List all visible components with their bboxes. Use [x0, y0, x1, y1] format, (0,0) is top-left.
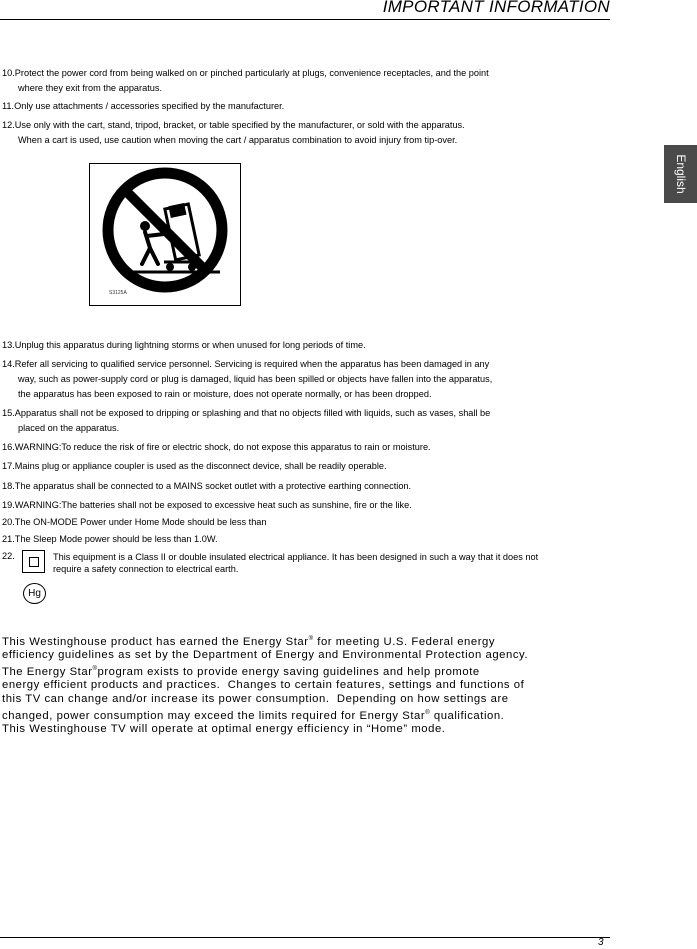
page-header-title: IMPORTANT INFORMATION [382, 0, 610, 16]
item-number: 15. [2, 408, 15, 418]
image-code: S3125A [109, 290, 127, 296]
instruction-21 [2, 532, 218, 547]
item-number: 11. [2, 101, 15, 111]
item-text: The apparatus shall be connected to a MAINS socket outlet with a protective earthing connection. [14, 481, 412, 491]
energy-star-statement [2, 633, 528, 736]
item-number: 12. [2, 120, 15, 130]
item-text-cont: way, such as power-supply cord or plug is damaged, liquid has been spilled or objects have fallen into the apparatus, [18, 374, 493, 384]
energy-text: this TV can change and/or increase its power consumption. Depending on how settings are [2, 692, 509, 705]
cart-tipover-warning-image [89, 163, 241, 306]
item-number: 21. [2, 534, 15, 544]
instruction-12 [2, 118, 465, 148]
registered-mark: ® [308, 636, 314, 642]
energy-text: This Westinghouse TV will operate at optimal energy efficiency in “Home” mode. [2, 722, 446, 735]
header-divider [0, 19, 610, 20]
item-text: Refer all servicing to qualified service personnel. Servicing is required when the apparatus has been damaged in any [14, 359, 490, 369]
energy-text: The Energy Star [2, 665, 93, 678]
item-text: Apparatus shall not be exposed to dripping or splashing and that no objects filled with liquids, such as vases, shall be [14, 408, 491, 418]
instruction-14 [2, 357, 492, 402]
instruction-10 [2, 66, 489, 96]
item-text: WARNING:The batteries shall not be exposed to excessive heat such as sunshine, fire or the like. [14, 500, 412, 510]
item-text: Only use attachments / accessories specified by the manufacturer. [14, 101, 285, 111]
item-text: The ON-MODE Power under Home Mode should be less than [14, 517, 267, 527]
item-number: 20. [2, 517, 15, 527]
item-text: Unplug this apparatus during lightning storms or when unused for long periods of time. [14, 340, 366, 350]
energy-text: qualification. [430, 709, 505, 722]
item-number: 17. [2, 461, 15, 471]
instruction-19 [2, 498, 412, 513]
item-number: 18. [2, 481, 15, 491]
instruction-18 [2, 479, 411, 494]
item-number: 10. [2, 68, 15, 78]
item-number: 19. [2, 500, 15, 510]
item-text: Mains plug or appliance coupler is used as the disconnect device, shall be readily operable. [14, 461, 387, 471]
footer-divider [0, 937, 610, 938]
item-text: WARNING:To reduce the risk of fire or electric shock, do not expose this apparatus to rain or moisture. [14, 442, 431, 452]
item-text: Protect the power cord from being walked on or pinched particularly at plugs, convenience receptacles, and the point [14, 68, 489, 78]
energy-text: for meeting U.S. Federal energy [313, 635, 496, 648]
item-number: 14. [2, 359, 15, 369]
class-ii-text: This equipment is a Class II or double insulated electrical appliance. It has been designed in such a way that it does not require a safety connection to electrical earth. [53, 552, 539, 574]
instruction-17 [2, 459, 387, 474]
language-tab [664, 145, 697, 203]
instruction-20 [2, 515, 267, 530]
page-number: 3 [598, 937, 604, 948]
energy-text: efficiency guidelines as set by the Department of Energy and Environmental Protection agency. [2, 649, 529, 662]
registered-mark: ® [92, 665, 98, 672]
instruction-16 [2, 440, 431, 455]
registered-mark: ® [425, 709, 431, 716]
item-text: Use only with the cart, stand, tripod, bracket, or table specified by the manufacturer, or sold with the apparatus. [14, 120, 465, 130]
energy-text: energy efficient products and practices. Changes to certain features, settings and functions of [2, 679, 525, 692]
item-number-22: 22. [2, 551, 15, 561]
energy-text: changed, power consumption may exceed the limits required for Energy Star [2, 709, 426, 722]
instruction-15 [2, 406, 490, 436]
instruction-13 [2, 338, 366, 353]
item-text-cont: where they exit from the apparatus. [18, 83, 163, 93]
energy-text: This Westinghouse product has earned the Energy Star [2, 635, 309, 648]
item-number: 13. [2, 340, 15, 350]
cart-tipover-icon [90, 164, 240, 305]
class-ii-double-insulation-icon [22, 550, 45, 573]
instruction-11 [2, 99, 284, 114]
item-text-cont: the apparatus has been exposed to rain or moisture, does not operate normally, or has been dropped. [18, 389, 432, 399]
language-tab-label: English [673, 154, 688, 194]
item-text-cont: placed on the apparatus. [18, 423, 120, 433]
energy-text: program exists to provide energy saving guidelines and help promote [97, 665, 480, 678]
item-text-cont: When a cart is used, use caution when moving the cart / apparatus combination to avoid injury from tip-over. [18, 135, 458, 145]
item-text: The Sleep Mode power should be less than 1.0W. [14, 534, 218, 544]
item-number: 16. [2, 442, 15, 452]
mercury-hg-icon: Hg [23, 583, 46, 604]
